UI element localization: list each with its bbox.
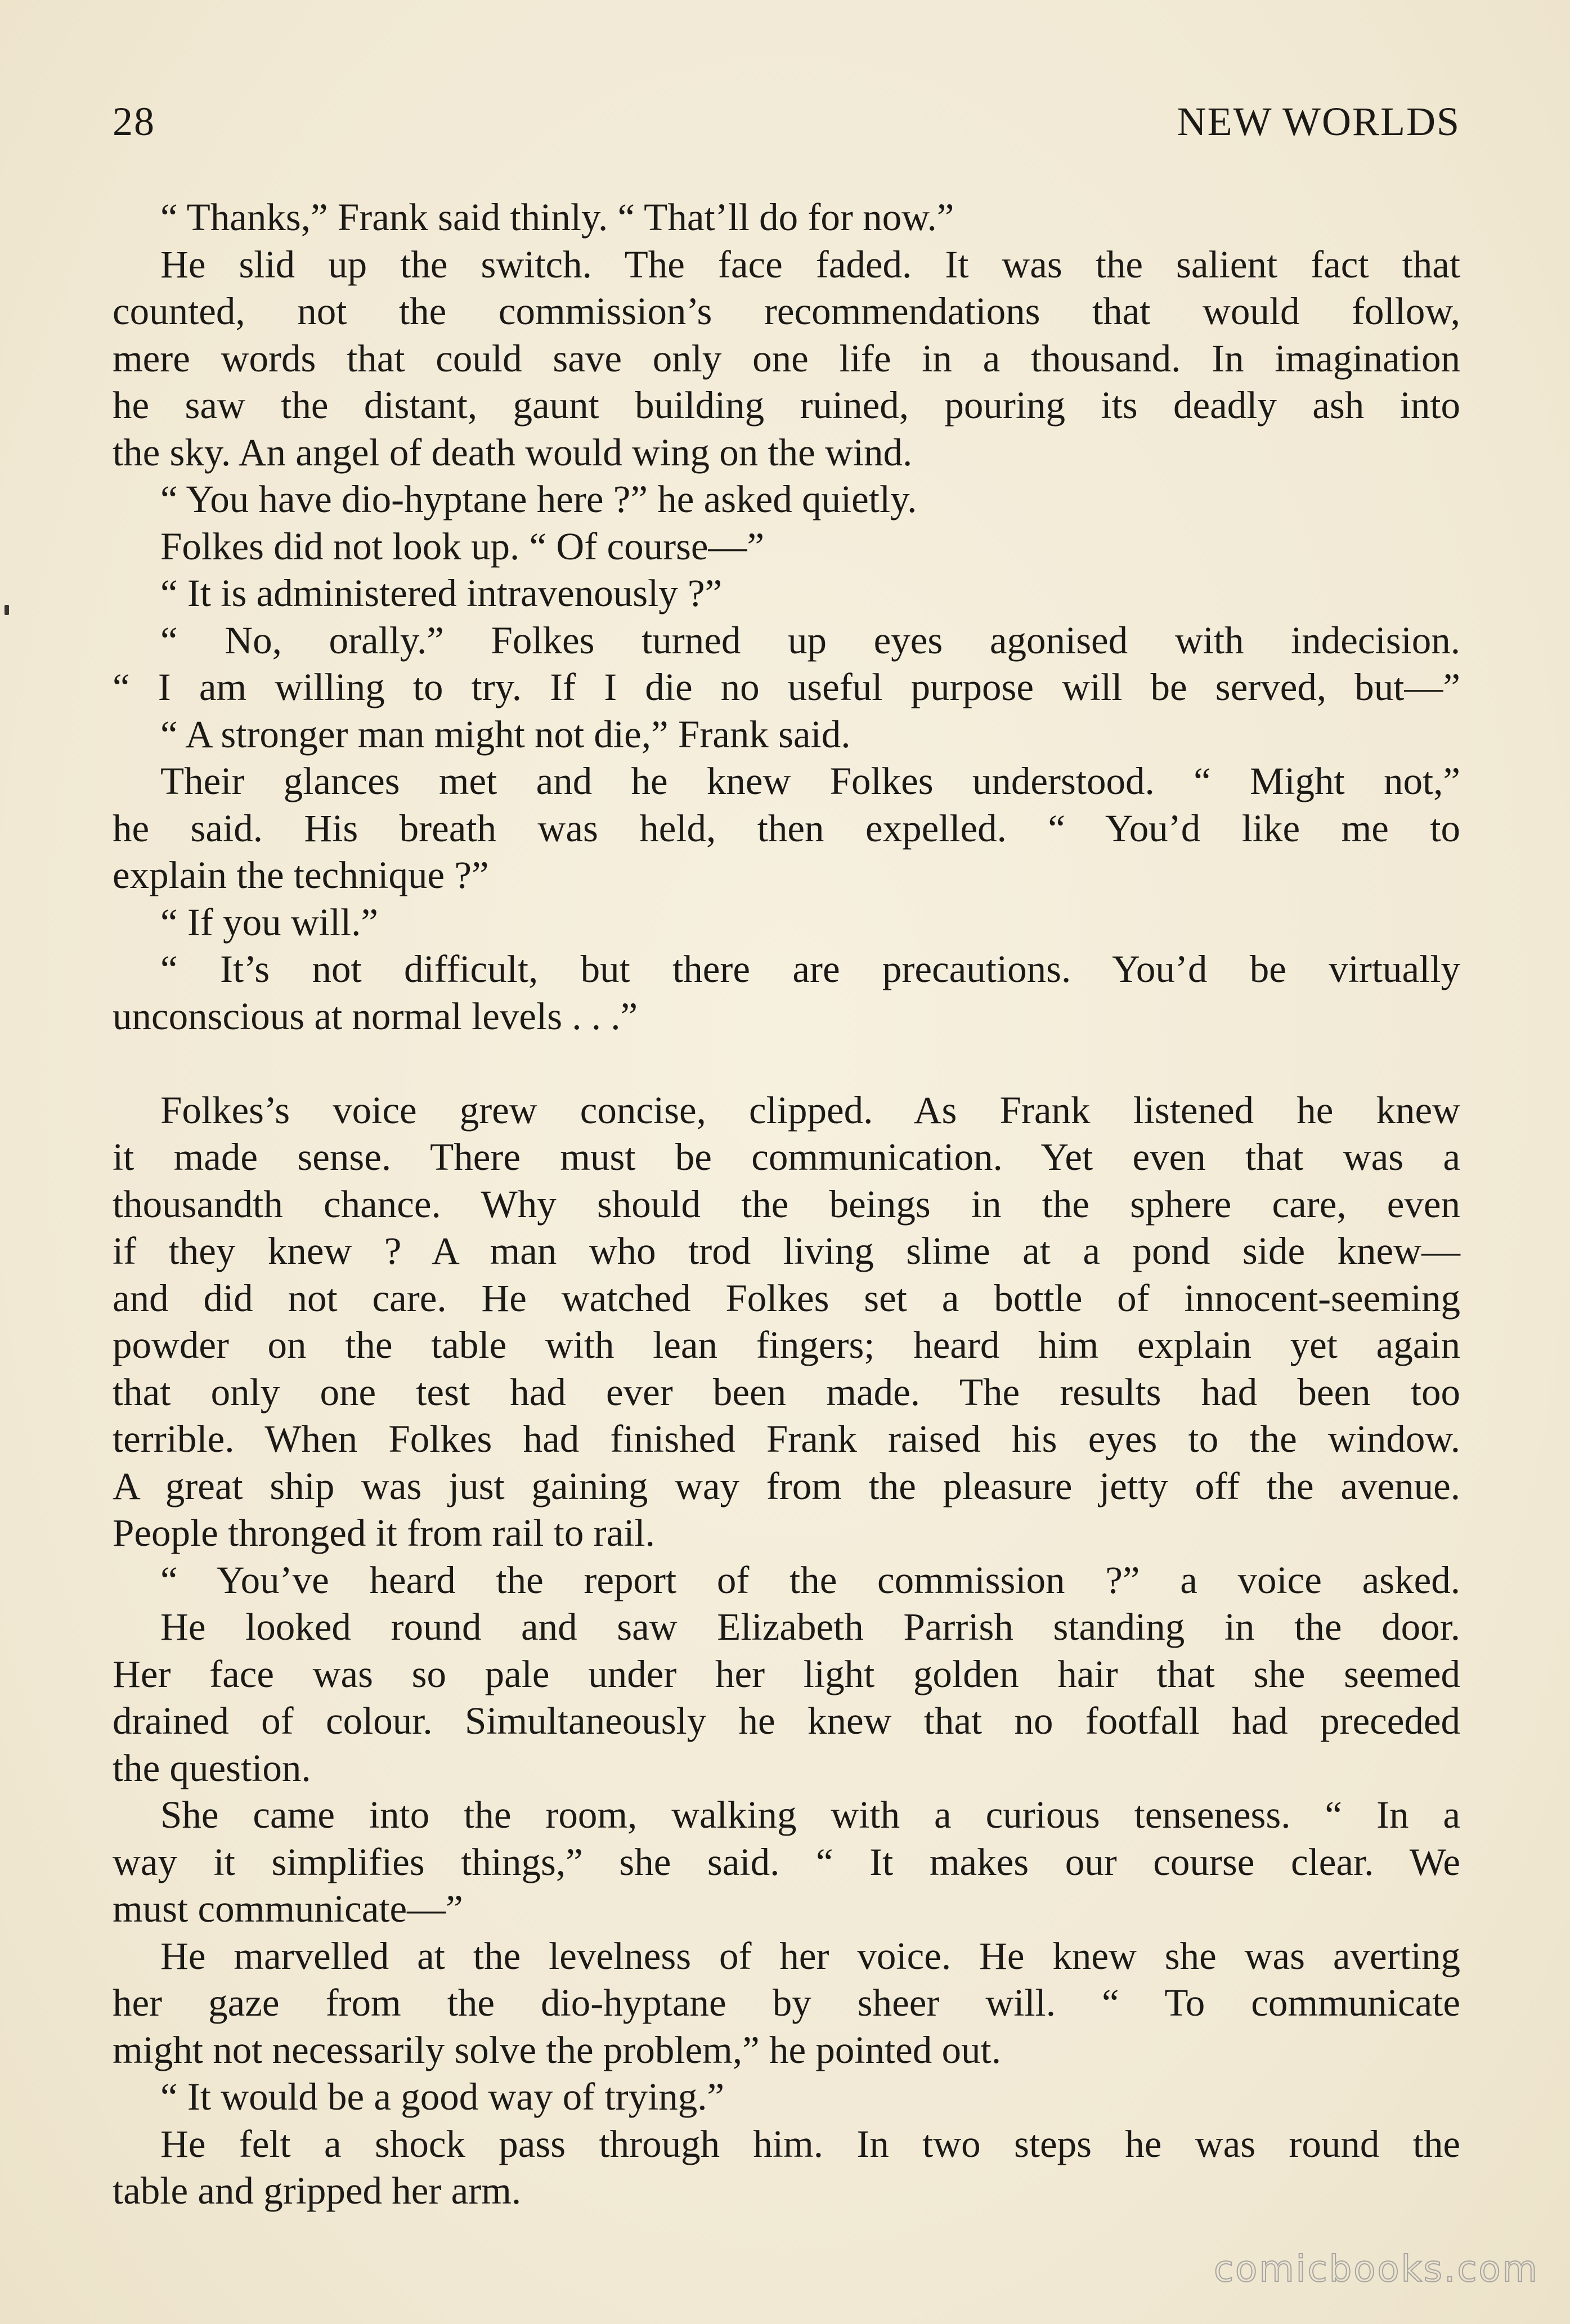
body-text [113, 194, 1460, 2215]
text-line: People thronged it from rail to rail. [113, 1511, 655, 1554]
text-line: Their glances met and he knew Folkes understood. “ Might not,” [160, 760, 1460, 802]
text-line: “ It would be a good way of trying.” [160, 2075, 725, 2118]
text-line: He looked round and saw Elizabeth Parrish standing in the door. [160, 1605, 1460, 1648]
text-line: “ You have dio-hyptane here ?” he asked quietly. [160, 478, 917, 521]
text-line: She came into the room, walking with a curious tenseness. “ In a [160, 1793, 1460, 1836]
text-line: mere words that could save only one life in a thousand. In imagination [113, 337, 1460, 380]
text-line: terrible. When Folkes had finished Frank raised his eyes to the window. [113, 1417, 1460, 1460]
text-line: “ Thanks,” Frank said thinly. “ That’ll do for now.” [160, 196, 954, 239]
text-line: drained of colour. Simultaneously he knew that no footfall had preceded [113, 1699, 1460, 1742]
page-header [113, 98, 1460, 149]
text-line: her gaze from the dio-hyptane by sheer will. “ To communicate [113, 1981, 1460, 2024]
text-line: “ It’s not difficult, but there are precautions. You’d be virtually [160, 948, 1460, 990]
text-line: “ You’ve heard the report of the commission ?” a voice asked. [160, 1558, 1460, 1601]
text-line: it made sense. There must be communication. Yet even that was a [113, 1136, 1460, 1178]
section-break [113, 1040, 1460, 1087]
text-line: he saw the distant, gaunt building ruined, pouring its deadly ash into [113, 384, 1460, 427]
text-line: counted, not the commission’s recommendations that would follow, [113, 290, 1460, 333]
text-line: Folkes did not look up. “ Of course—” [160, 524, 765, 568]
text-line: Folkes’s voice grew concise, clipped. As Frank listened he knew [160, 1088, 1460, 1132]
text-line: thousandth chance. Why should the beings in the sphere care, even [113, 1182, 1460, 1226]
text-line: “ A stronger man might not die,” Frank said. [160, 712, 851, 756]
text-line: he said. His breath was held, then expelled. “ You’d like me to [113, 806, 1460, 850]
text-line: if they knew ? A man who trod living slime at a pond side knew— [113, 1230, 1460, 1272]
text-line: “ If you will.” [160, 900, 379, 944]
text-line: “ It is administered intravenously ?” [160, 572, 723, 614]
text-line: He slid up the switch. The face faded. It was the salient fact that [160, 243, 1460, 286]
text-line: “ No, orally.” Folkes turned up eyes agonised with indecision. [160, 618, 1460, 662]
text-line: unconscious at normal levels . . .” [113, 994, 638, 1038]
text-line: “ I am willing to try. If I die no useful purpose will be served, but—” [113, 666, 1460, 708]
page-number: 28 [113, 99, 155, 144]
text-line: He marvelled at the levelness of her voice. He knew she was averting [160, 1934, 1460, 1977]
text-line: A great ship was just gaining way from the pleasure jetty off the avenue. [113, 1464, 1460, 1508]
text-line: that only one test had ever been made. The results had been too [113, 1370, 1460, 1414]
text-line: Her face was so pale under her light golden hair that she seemed [113, 1652, 1460, 1695]
text-line: way it simplifies things,” she said. “ It makes our course clear. We [113, 1840, 1460, 1883]
margin-ink-mark [5, 605, 9, 615]
text-line: might not necessarily solve the problem,” he pointed out. [113, 2028, 1001, 2071]
text-line: explain the technique ?” [113, 854, 489, 896]
watermark-logo: comicbooks.com [1213, 2249, 1539, 2290]
text-line: He felt a shock pass through him. In two steps he was round the [160, 2122, 1460, 2165]
text-line: powder on the table with lean fingers; heard him explain yet again [113, 1323, 1460, 1366]
text-line: and did not care. He watched Folkes set a bottle of innocent-seeming [113, 1276, 1460, 1320]
text-line: must communicate—” [113, 1887, 463, 1930]
text-line: the sky. An angel of death would wing on the wind. [113, 430, 913, 474]
running-head: NEW WORLDS [1177, 99, 1460, 144]
text-line: the question. [113, 1746, 311, 1789]
text-line: table and gripped her arm. [113, 2169, 522, 2212]
